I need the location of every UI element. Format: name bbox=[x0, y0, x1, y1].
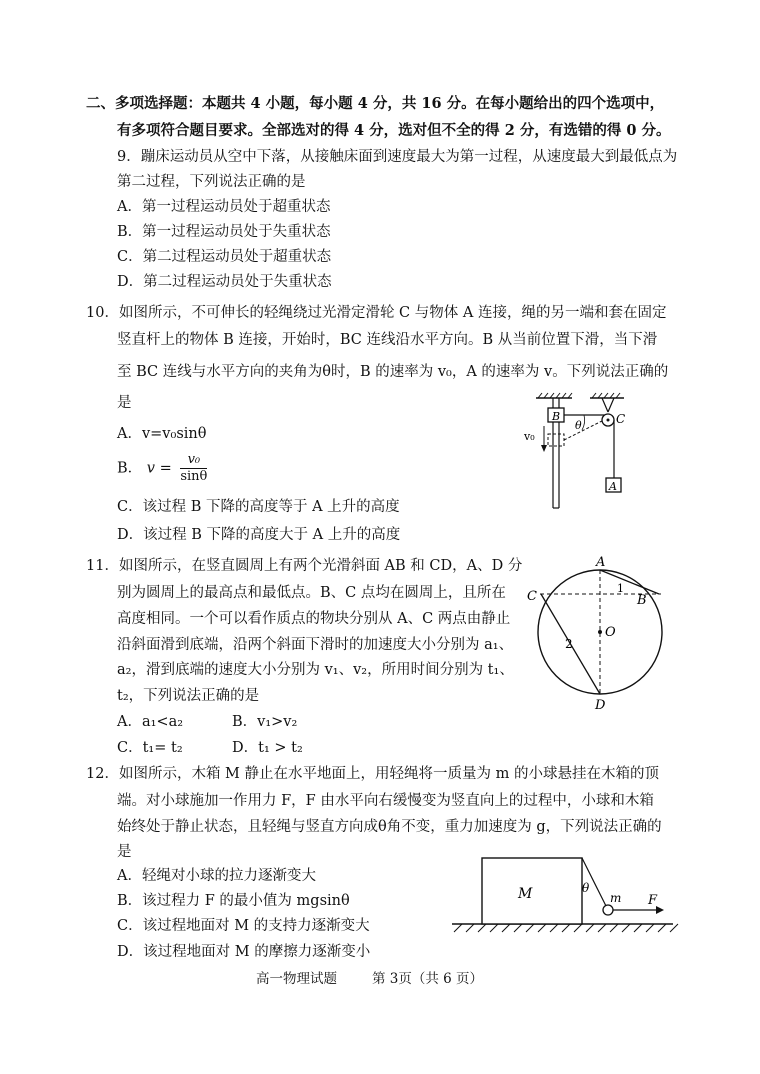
q10-pulley-figure bbox=[520, 392, 640, 522]
q10-label-b: B bbox=[552, 410, 561, 423]
q12-stem-line4: 是 bbox=[117, 844, 132, 860]
q11-label-b: B bbox=[637, 593, 647, 608]
q12-option-a: A．轻绳对小球的拉力逐渐变大 bbox=[117, 868, 316, 884]
footer-page-number: 第 3页（共 6 页） bbox=[372, 971, 484, 987]
q11-stem-line6: t₂，下列说法正确的是 bbox=[117, 688, 260, 704]
q10-stem-line2: 竖直杆上的物体 B 连接，开始时，BC 连线沿水平方向。B 从当前位置下滑，当下滑 bbox=[117, 332, 658, 348]
q11-stem-line3: 高度相同。一个可以看作质点的物块分别从 A、C 两点由静止 bbox=[117, 611, 511, 627]
q10-option-a: A．v=v₀sinθ bbox=[117, 426, 207, 442]
q12-label-m-ball: m bbox=[610, 891, 622, 905]
q10-option-b-numerator: v₀ bbox=[180, 452, 207, 469]
q10-option-d: D．该过程 B 下降的高度大于 A 上升的高度 bbox=[117, 527, 401, 543]
q11-option-a: A．a₁<a₂ bbox=[117, 714, 184, 730]
q10-option-b-lhs: v = bbox=[146, 460, 172, 477]
q12-label-m-box: M bbox=[518, 886, 533, 902]
q12-label-f: F bbox=[648, 893, 658, 908]
q11-label-c: C bbox=[527, 589, 537, 604]
q11-stem-line2: 别为圆周上的最高点和最低点。B、C 点均在圆周上，且所在 bbox=[117, 585, 506, 601]
q12-box-figure bbox=[448, 852, 688, 937]
q10-option-b-denominator: sinθ bbox=[180, 469, 208, 484]
q11-stem-line1: 11．如图所示，在竖直圆周上有两个光滑斜面 AB 和 CD，A、D 分 bbox=[86, 558, 523, 574]
q10-label-a: A bbox=[609, 480, 617, 493]
q11-stem-line5: a₂，滑到底端的速度大小分别为 v₁、v₂，所用时间分别为 t₁、 bbox=[117, 662, 514, 678]
q12-label-theta: θ bbox=[582, 881, 590, 895]
footer-subject: 高一物理试题 bbox=[256, 971, 337, 987]
q9-option-d: D．第二过程运动员处于失重状态 bbox=[117, 274, 332, 290]
q9-stem-line1: 9．蹦床运动员从空中下落，从接触床面到速度最大为第一过程，从速度最大到最低点为 bbox=[117, 149, 678, 165]
q11-option-d: D．t₁ > t₂ bbox=[232, 740, 303, 756]
q12-stem-line3: 始终处于静止状态，且轻绳与竖直方向成θ角不变，重力加速度为 g，下列说法正确的 bbox=[117, 819, 662, 835]
q11-label-1: 1 bbox=[617, 582, 624, 595]
q12-stem-line2: 端。对小球施加一作用力 F，F 由水平向右缓慢变为竖直向上的过程中，小球和木箱 bbox=[117, 793, 654, 809]
q10-label-v0: v₀ bbox=[524, 430, 535, 443]
q10-stem-line1: 10．如图所示，不可伸长的轻绳绕过光滑定滑轮 C 与物体 A 连接，绳的另一端和套在固定 bbox=[86, 305, 667, 321]
q11-option-c: C．t₁= t₂ bbox=[117, 740, 183, 756]
q10-option-b-prefix: B． bbox=[117, 460, 143, 477]
q11-circle-figure bbox=[525, 552, 675, 712]
q9-stem-line2: 第二过程，下列说法正确的是 bbox=[117, 174, 306, 190]
q10-option-b bbox=[117, 452, 207, 485]
q10-label-c: C bbox=[616, 412, 626, 426]
q10-option-c: C．该过程 B 下降的高度等于 A 上升的高度 bbox=[117, 499, 400, 515]
q11-option-b: B．v₁>v₂ bbox=[232, 714, 298, 730]
q12-stem-line1: 12．如图所示，木箱 M 静止在水平地面上，用轻绳将一质量为 m 的小球悬挂在木箱的顶 bbox=[86, 766, 659, 782]
q12-option-d: D．该过程地面对 M 的摩擦力逐渐变小 bbox=[117, 944, 371, 960]
q11-label-2: 2 bbox=[565, 637, 573, 651]
q9-option-c: C．第二过程运动员处于超重状态 bbox=[117, 249, 332, 265]
q12-option-b: B．该过程力 F 的最小值为 mgsinθ bbox=[117, 893, 350, 909]
q9-option-b: B．第一过程运动员处于失重状态 bbox=[117, 224, 331, 240]
section-heading-line1: 二、多项选择题：本题共 4 小题，每小题 4 分，共 16 分。在每小题给出的四个选项中， bbox=[86, 95, 665, 112]
q11-label-a: A bbox=[596, 555, 606, 570]
section-heading-line2: 有多项符合题目要求。全部选对的得 4 分，选对但不全的得 2 分，有选错的得 0 分。 bbox=[117, 122, 671, 139]
q10-stem-line4: 是 bbox=[117, 395, 132, 411]
q12-option-c: C．该过程地面对 M 的支持力逐渐变大 bbox=[117, 918, 370, 934]
q10-stem-line3: 至 BC 连线与水平方向的夹角为θ时，B 的速率为 v₀，A 的速率为 v。下列说法正确的 bbox=[117, 364, 669, 380]
q11-label-o: O bbox=[605, 625, 616, 640]
q11-stem-line4: 沿斜面滑到底端，沿两个斜面下滑时的加速度大小分别为 a₁、 bbox=[117, 637, 514, 653]
q10-option-b-fraction bbox=[180, 452, 207, 485]
q11-label-d: D bbox=[595, 698, 606, 712]
q9-option-a: A．第一过程运动员处于超重状态 bbox=[117, 199, 331, 215]
q10-label-theta: θ bbox=[575, 419, 582, 432]
